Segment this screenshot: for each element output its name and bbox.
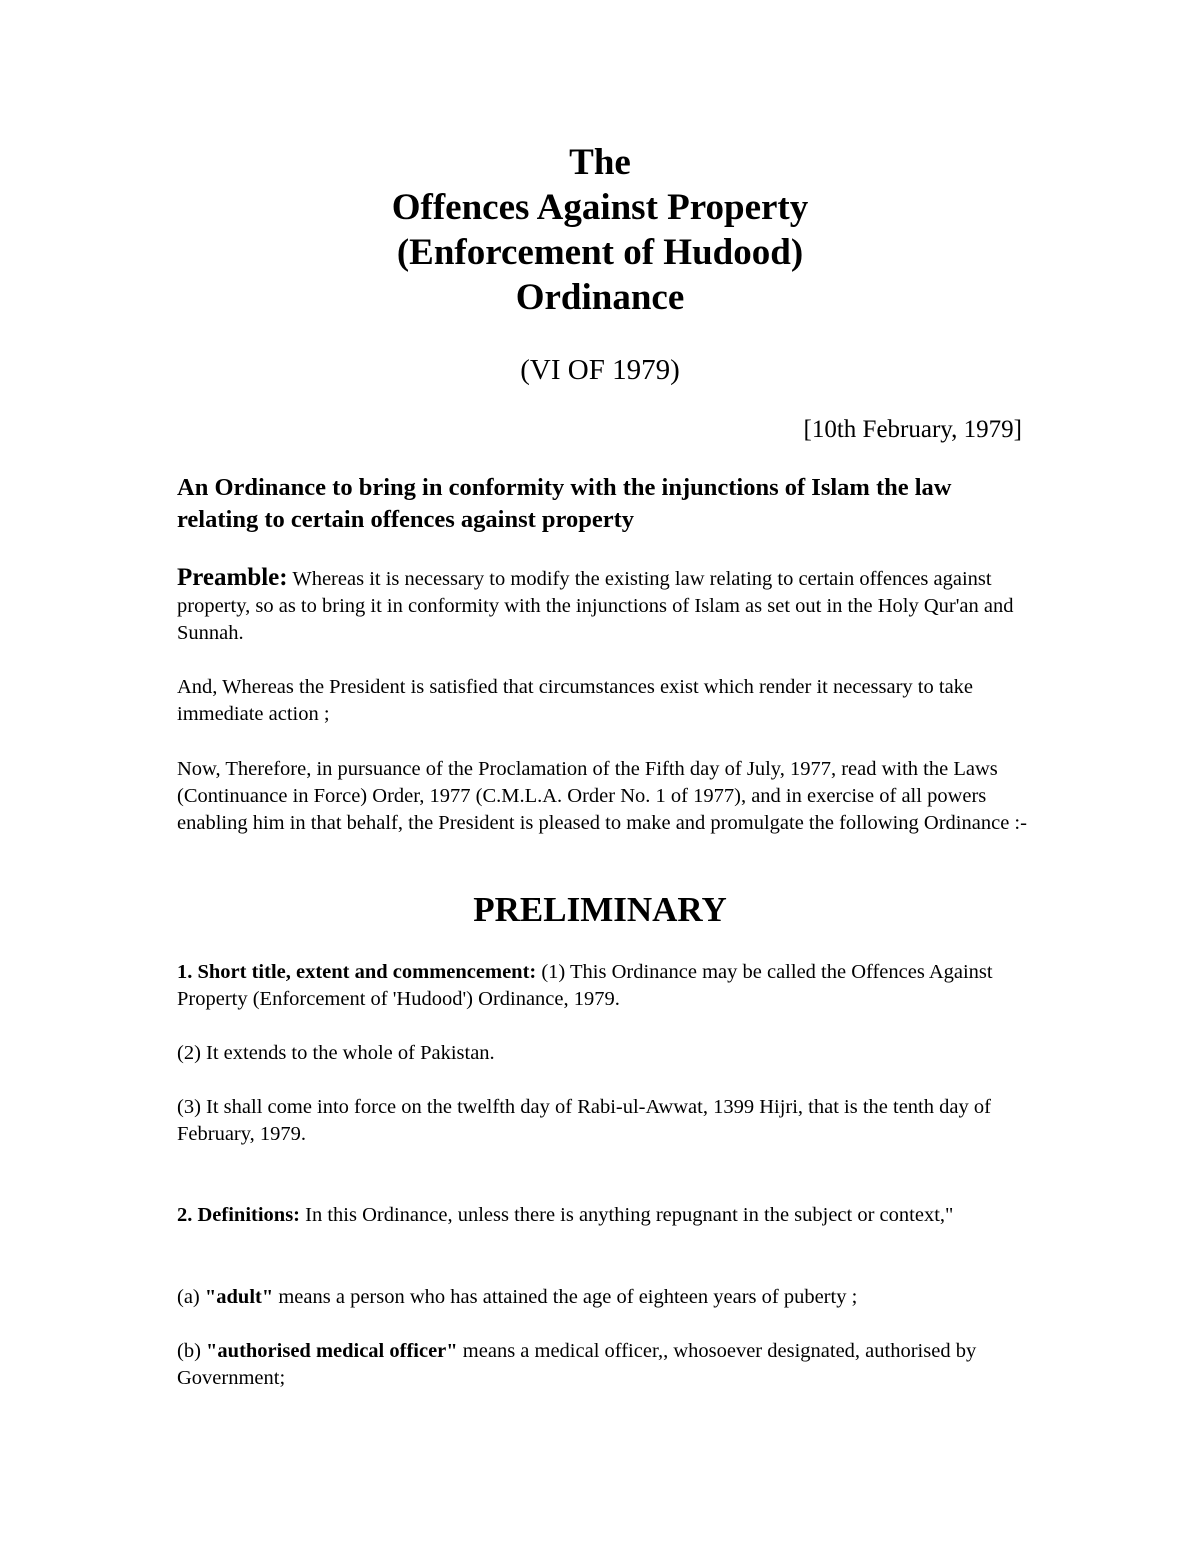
- whereas-paragraph: And, Whereas the President is satisfied that circumstances exist which render it necessary to take immediate action ;: [177, 676, 974, 725]
- document-title: [0, 140, 1200, 320]
- title-line-2: Offences Against Property: [391, 187, 809, 228]
- section-1-paragraph: [177, 959, 1037, 1013]
- now-therefore-paragraph: Now, Therefore, in pursuance of the Proclamation of the Fifth day of July, 1977, read with the Laws (Continuance in Force) Order, 1977 (C.M.L.A. Order No. 1 of 1977), and in exercise of all powers enabling him in that behalf, the President is pleased to make and promulgate the following Ordinance :-: [177, 758, 1027, 834]
- definition-b-term: "authorised medical officer": [206, 1340, 458, 1362]
- title-line-3: (Enforcement of Hudood): [396, 232, 804, 273]
- section-1-subsection-3: (3) It shall come into force on the twelfth day of Rabi-ul-Awwat, 1399 Hijri, that is the tenth day of February, 1979.: [177, 1096, 991, 1145]
- section-2-text: In this Ordinance, unless there is anything repugnant in the subject or context,": [300, 1204, 954, 1226]
- section-2-paragraph: [177, 1202, 1037, 1229]
- definition-a-term: "adult": [204, 1286, 274, 1308]
- ordinance-date: [10th February, 1979]: [803, 416, 1022, 443]
- definition-b-text: means a medical officer,, whosoever designated, authorised by Government;: [177, 1340, 977, 1389]
- definition-b-prefix: (b): [177, 1340, 207, 1362]
- definition-b: [177, 1338, 1037, 1392]
- section-2-label: 2. Definitions:: [177, 1204, 300, 1226]
- ordinance-number: (VI OF 1979): [520, 354, 680, 386]
- definition-a-prefix: (a): [177, 1286, 205, 1308]
- title-line-1: The: [569, 142, 631, 183]
- title-line-4: Ordinance: [515, 277, 685, 318]
- definition-a-text: means a person who has attained the age of eighteen years of puberty ;: [273, 1286, 858, 1308]
- chapter-heading: PRELIMINARY: [473, 890, 727, 929]
- preamble-paragraph: [177, 564, 1037, 647]
- section-1-subsection-2: (2) It extends to the whole of Pakistan.: [177, 1042, 495, 1064]
- section-1-label: 1. Short title, extent and commencement:: [177, 961, 537, 983]
- preamble-label: Preamble:: [177, 564, 288, 591]
- preamble-text: Whereas it is necessary to modify the existing law relating to certain offences against property, so as to bring it in conformity with the injunctions of Islam as set out in the Holy Qur'an and Sunnah.: [177, 568, 1014, 644]
- definition-a: [177, 1284, 1037, 1311]
- long-title: An Ordinance to bring in conformity with the injunctions of Islam the law relating to certain offences against property: [177, 474, 952, 533]
- section-1-text: (1) This Ordinance may be called the Offences Against Property (Enforcement of 'Hudood') Ordinance, 1979.: [177, 961, 993, 1010]
